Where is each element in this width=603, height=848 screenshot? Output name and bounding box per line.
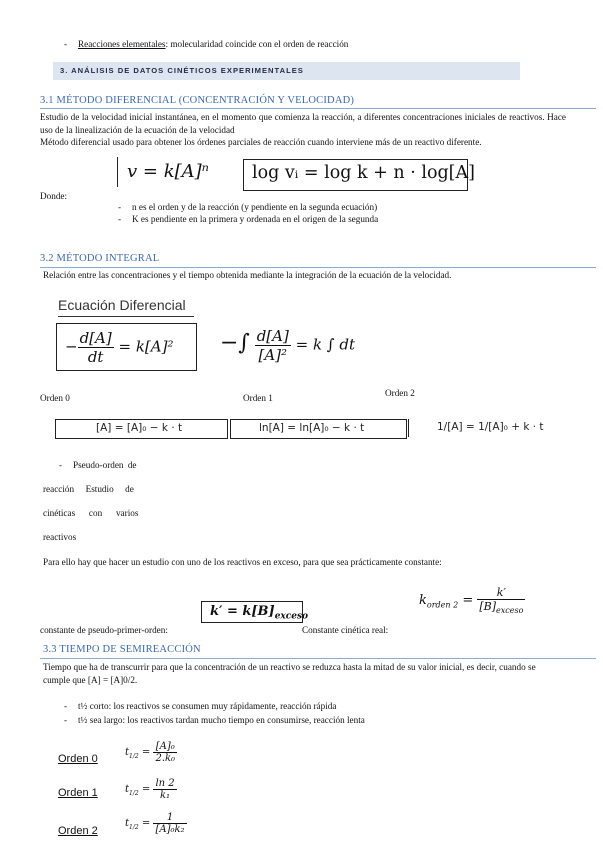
int-den: [A]² — [258, 346, 288, 364]
heading-3-2: 3.2 MÉTODO INTEGRAL — [40, 253, 160, 264]
halflife-2-den: [A]₀k₂ — [155, 824, 185, 835]
diff-rhs: = k[A]² — [118, 337, 174, 356]
s33-paragraph-1: Tiempo que ha de transcurrir para que la concentración de un reactivo se reduzca hasta la mitad de su valor inicial, es decir, cuando se cumple que [A] = [A]0/2. — [43, 662, 536, 685]
s31-paragraph-2: Método diferencial usado para obtener los órdenes parciales de reacción cuando interviene más de un reactivo diferente. — [40, 137, 482, 147]
orden-0-equation: [A] = [A]₀ − k · t — [96, 422, 183, 434]
ecuacion-diferencial-title: Ecuación Diferencial — [58, 297, 186, 313]
korden2-den: [B] — [479, 600, 497, 613]
korden2-sub: orden 2 — [426, 600, 459, 610]
donde-label: Donde: — [40, 191, 68, 201]
halflife-1-lhs: t — [125, 784, 130, 795]
halflife-1-num: ln 2 — [155, 778, 175, 789]
differential-equation: − $\frac{d[A]}{dt}$ = k[A]² — [65, 329, 174, 366]
pseudo-line-3: cinéticas con varios — [43, 508, 139, 518]
halflife-orden-2-label: Orden 2 — [58, 825, 98, 837]
equation-log-rate — [243, 159, 475, 191]
pseudo-first-order-label: constante de pseudo-primer-orden: — [40, 625, 168, 635]
kprime-text: k′ = k[B] — [210, 604, 275, 619]
heading-3-2-rule — [40, 267, 596, 268]
eq-log-rate-text: log vᵢ = log k + n · log[A] — [252, 163, 475, 183]
pseudo-line-4: reactivos — [43, 532, 77, 542]
heading-3-3-rule — [40, 658, 596, 659]
korden2-fraction — [477, 586, 525, 615]
ecuacion-diferencial-rule — [58, 316, 194, 317]
halflife-0-den: 2.k₀ — [155, 753, 176, 764]
real-constant-label: Constante cinética real: — [302, 625, 389, 635]
korden2-num: k′ — [477, 586, 525, 600]
heading-3-1: 3.1 MÉTODO DIFERENCIAL (CONCENTRACIÓN Y VELOCIDAD) — [40, 95, 355, 106]
orden-1-label: Orden 1 — [243, 393, 273, 403]
equation-rate-law — [117, 157, 220, 187]
pseudo-line-1: - Pseudo-orden de — [73, 460, 137, 470]
s32-paragraph-2: Para ello hay que hacer un estudio con uno de los reactivos en exceso, para que sea prácticamente constante: — [43, 557, 442, 567]
section-3-title: 3. ANÁLISIS DE DATOS CINÉTICOS EXPERIMENTALES — [60, 66, 304, 75]
kprime-sub: exceso — [274, 611, 309, 622]
diff-den: dt — [87, 348, 104, 366]
halflife-1-sub: 1/2 — [129, 790, 139, 797]
s31-paragraph-1: Estudio de la velocidad inicial instantánea, en el momento que comienza la reacción, a diferentes concentraciones iniciales de reactivos. Hace uso de la linealización de la ecuación de la velocidad — [40, 112, 566, 135]
intro-rest: : molecularidad coincide con el orden de reacción — [165, 39, 349, 49]
halflife-0-sub: 1/2 — [129, 753, 139, 760]
halflife-orden-0-formula: $t_{1/2}$ = $\frac{\text{[A]₀}}{\text{2.k₀}}$ — [125, 741, 176, 764]
orden-2-equation: 1/[A] = 1/[A]₀ + k · t — [437, 421, 544, 433]
s31-bullet-1: - n es el orden y de la reacción (y pendiente en la segunda ecuación) — [132, 202, 377, 212]
int-rhs: = k ∫ dt — [295, 335, 356, 354]
halflife-0-num: [A]₀ — [153, 741, 177, 753]
kprime-box — [201, 601, 309, 623]
halflife-orden-1-label: Orden 1 — [58, 787, 98, 799]
s33-bullet-2: - t½ sea largo: los reactivos tardan mucho tiempo en consumirse, reacción lenta — [78, 715, 365, 725]
orden-1-equation: ln[A] = ln[A]₀ − k · t — [259, 422, 365, 434]
orden-2-label: Orden 2 — [385, 388, 415, 398]
intro-line — [78, 39, 348, 49]
eq-rate-law-text: v = k[A]ⁿ — [127, 161, 209, 182]
diff-num: d[A] — [79, 329, 112, 347]
pseudo-line-2: reacción Estudio de — [43, 484, 134, 494]
halflife-orden-0-label: Orden 0 — [58, 753, 98, 765]
s33-bullet-1: - t½ corto: los reactivos se consumen muy rápidamente, reacción rápida — [78, 701, 336, 711]
korden2-lhs: k — [419, 593, 427, 609]
orden-2-equation-box — [408, 419, 594, 437]
halflife-2-lhs: t — [125, 818, 130, 829]
halflife-2-sub: 1/2 — [129, 824, 139, 831]
halflife-1-den: k₁ — [160, 790, 171, 801]
kprime-equation — [210, 604, 308, 622]
int-fraction — [255, 327, 291, 364]
section-3-band — [53, 62, 520, 80]
intro-term: Reacciones elementales — [78, 39, 166, 49]
int-num: d[A] — [256, 327, 289, 345]
integral-equation: −∫ $\frac{d[A]}{\text{[A]²}}$ = k ∫ dt — [220, 327, 356, 364]
orden-0-equation-box — [55, 419, 228, 439]
orden-0-label: Orden 0 — [40, 393, 70, 403]
halflife-2-num: 1 — [153, 812, 186, 824]
s31-bullet-2: - K es pendiente en la primera y ordenada en el origen de la segunda — [132, 214, 378, 224]
halflife-orden-1-formula: $t_{1/2}$ = $\frac{\ln 2}{\text{k₁}}$ — [125, 778, 175, 801]
heading-3-1-rule — [40, 108, 596, 109]
differential-equation-box — [56, 323, 197, 371]
orden-1-equation-box — [230, 419, 407, 439]
halflife-0-lhs: t — [125, 747, 130, 758]
korden2-equation: $k_{orden 2}$ = $\frac{k'}{[B]_{exceso}}$ — [419, 586, 524, 616]
korden2-den-sub: exceso — [496, 606, 524, 616]
diff-fraction — [78, 329, 114, 366]
s32-paragraph-1: Relación entre las concentraciones y el tiempo obtenida mediante la integración de la ecuación de la velocidad. — [43, 270, 452, 280]
heading-3-3: 3.3 TIEMPO DE SEMIREACCIÓN — [43, 644, 201, 655]
halflife-orden-2-formula: $t_{1/2}$ = $\frac{1}{\text{[A]₀k₂}}$ — [125, 812, 185, 835]
